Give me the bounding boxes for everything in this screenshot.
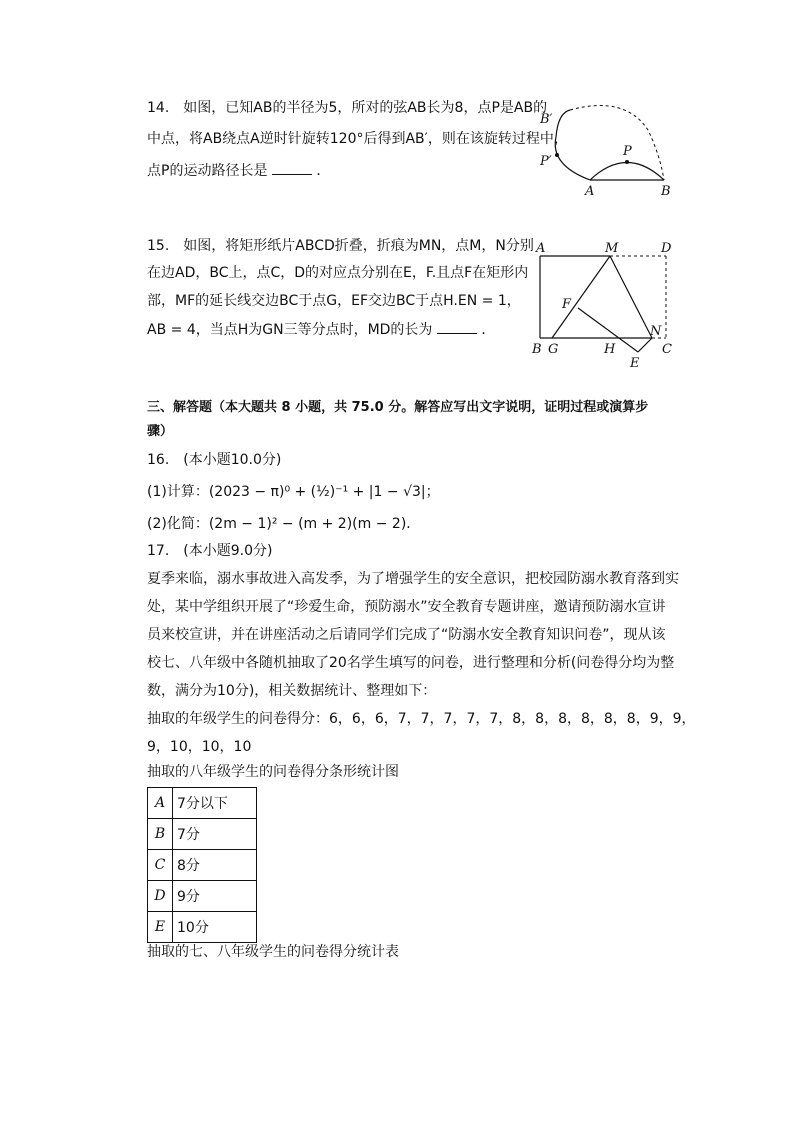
- score-category-table: [147, 787, 257, 943]
- label-f: F: [562, 297, 572, 312]
- q15-line-4-end: ．: [481, 322, 496, 338]
- rotated-arc: [555, 110, 590, 180]
- q14-line-2: 中点，将AB绕点A逆时针旋转120°后得到AB′，则在该旋转过程中，: [147, 131, 568, 147]
- q17-chart-caption: 抽取的八年级学生的问卷得分条形统计图: [147, 764, 399, 780]
- q17-para-line-3: 员来校宣讲，并在讲座活动之后请同学们完成了“防溺水安全教育知识问卷”，现从该: [147, 627, 666, 643]
- category-value: 7分以下: [173, 788, 257, 819]
- point-p: [625, 160, 629, 164]
- label-n: N: [650, 324, 662, 339]
- category-key: C: [148, 850, 173, 881]
- q14-line-3-end: ．: [316, 163, 331, 179]
- label-d: D: [661, 241, 672, 256]
- label-m: M: [605, 241, 619, 256]
- label-b-prime: B′: [540, 112, 553, 127]
- q15-line-4-text: AB = 4，当点H为GN三等分点时，MD的长为: [147, 322, 433, 338]
- label-h: H: [604, 342, 616, 357]
- table-row: [148, 819, 257, 850]
- q15-line-2: 在边AD，BC上，点C，D的对应点分别在E，F.且点F在矩形内: [147, 265, 529, 281]
- q15-figure: [530, 238, 680, 373]
- label-p-prime: P′: [540, 154, 552, 169]
- q16-part-2: (2)化简：(2m − 1)² − (m + 2)(m − 2)．: [147, 516, 421, 532]
- label-a: A: [585, 184, 595, 199]
- q17-title: 17. (本小题9.0分): [147, 543, 273, 559]
- q17-table-caption: 抽取的七、八年级学生的问卷得分统计表: [147, 944, 399, 960]
- table-row: [148, 881, 257, 912]
- category-key: E: [148, 912, 173, 943]
- label-b: B: [661, 184, 671, 199]
- label-g: G: [548, 342, 559, 357]
- q15-line-3: 部，MF的延长线交边BC于点G，EF交边BC于点H.EN = 1，: [147, 293, 521, 309]
- arc-ab: [590, 163, 664, 181]
- section-3-line-2: 骤）: [147, 424, 174, 439]
- q17-para-line-4: 校七、八年级中各随机抽取了20名学生填写的问卷，进行整理和分析(问卷得分均为整: [147, 655, 675, 671]
- label-a: A: [536, 241, 546, 256]
- category-value: 7分: [173, 819, 257, 850]
- q16-title: 16. (本小题10.0分): [147, 452, 282, 468]
- category-value: 9分: [173, 881, 257, 912]
- q14-figure: [530, 95, 680, 205]
- q15-line-4: [147, 319, 495, 340]
- label-p: P: [623, 144, 632, 159]
- q17-para-line-1: 夏季来临，溺水事故进入高发季，为了增强学生的安全意识，把校园防溺水教育落到实: [147, 571, 679, 587]
- segment-en: [638, 338, 652, 352]
- label-e: E: [630, 356, 640, 371]
- q16-part-1: (1)计算：(2023 − π)⁰ + (½)⁻¹ + |1 − √3|；: [147, 484, 440, 500]
- q14-line-3: [147, 160, 330, 181]
- category-key: D: [148, 881, 173, 912]
- category-key: A: [148, 788, 173, 819]
- category-value: 10分: [173, 912, 257, 943]
- table-row: [148, 850, 257, 881]
- answer-blank: [272, 160, 312, 175]
- table-row: [148, 912, 257, 943]
- fold-mn: [610, 256, 652, 338]
- answer-blank: [437, 319, 477, 334]
- q17-scores-line-2: 9，10，10，10: [147, 739, 252, 755]
- q17-scores-line-1: 抽取的年级学生的问卷得分：6，6，6，7，7，7，7，7，8，8，8，8，8，8，9，9，: [147, 711, 696, 727]
- q17-para-line-2: 处，某中学组织开展了“珍爱生命，预防溺水”安全教育专题讲座，邀请预防溺水宣讲: [147, 599, 666, 615]
- q14-line-3-text: 点P的运动路径长是: [147, 163, 268, 179]
- section-3-line-1: 三、解答题（本大题共 8 小题，共 75.0 分。解答应写出文字说明，证明过程或演算步: [147, 400, 649, 415]
- q17-para-line-5: 数，满分为10分)，相关数据统计、整理如下：: [147, 683, 437, 699]
- table-row: [148, 788, 257, 819]
- q14-line-1: 14. 如图，已知AB的半径为5，所对的弦AB长为8，点P是AB的: [147, 100, 548, 116]
- category-value: 8分: [173, 850, 257, 881]
- label-c: C: [662, 342, 672, 357]
- q15-line-1: 15. 如图，将矩形纸片ABCD折叠，折痕为MN，点M，N分别: [147, 238, 534, 254]
- category-key: B: [148, 819, 173, 850]
- label-b: B: [532, 342, 542, 357]
- point-p-prime: [555, 153, 559, 157]
